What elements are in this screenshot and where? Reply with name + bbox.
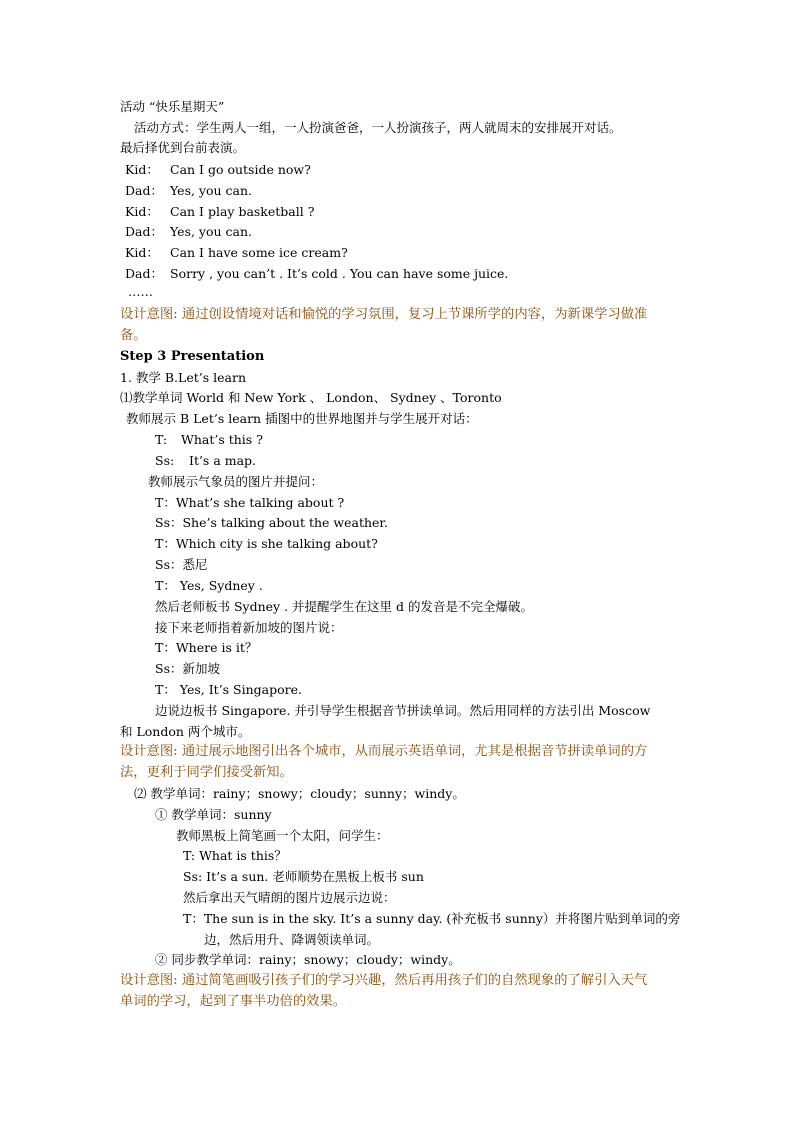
dialogue-text: Yes, you can.	[170, 224, 253, 239]
design-intent-line1: 设计意图: 通过展示地图引出各个城市，从而展示英语单词，尤其是根据音节拼读单词的方	[120, 744, 648, 759]
singapore-dialogue-line: Ss：新加坡	[155, 661, 220, 676]
design-intent-line1: 设计意图: 通过创设情境对话和愉悦的学习氛围，复习上节课所学的内容，为新课学习做准	[120, 307, 648, 322]
sync-item: ② 同步教学单词：rainy；snowy；cloudy；windy。	[155, 952, 461, 967]
sydney-note: 然后老师板书 Sydney . 并提醒学生在这里 d 的发音是不完全爆破。	[155, 599, 533, 614]
sunny-t-line1: T：The sun is in the sky. It’s a sunny day. (补充板书 sunny）并将图片贴到单词的旁	[183, 911, 681, 926]
design-intent-line2: 单词的学习，起到了事半功倍的效果。	[120, 994, 347, 1009]
map-dialogue-text: It’s a map.	[189, 453, 257, 468]
dialogue-speaker: Kid：	[125, 204, 159, 219]
activity-method-line2: 最后择优到台前表演。	[120, 140, 246, 155]
ellipsis: ……	[128, 284, 153, 299]
show-map-line: 教师展示 B Let’s learn 插图中的世界地图并与学生展开对话：	[126, 411, 478, 426]
step3-heading: Step 3 Presentation	[120, 349, 265, 364]
weather-dialogue-line: T：Which city is she talking about?	[155, 536, 378, 551]
board-line2: 和 London 两个城市。	[120, 724, 251, 739]
design-intent-line2: 法，更利于同学们接受新知。	[120, 765, 293, 780]
weather-dialogue-line: T：What’s she talking about ?	[155, 495, 345, 510]
sunny-dialogue-line: T: What is this？	[183, 848, 287, 863]
weather-dialogue-line: T： Yes, Sydney .	[155, 578, 263, 593]
step3-sub2: ⑵ 教学单词：rainy；snowy；cloudy；sunny；windy。	[134, 786, 465, 801]
map-dialogue-speaker: T:	[155, 432, 168, 447]
board-line1: 边说边板书 Singapore. 并引导学生根据音节拼读单词。然后用同样的方法引出 Moscow	[155, 703, 651, 718]
sunny-t-line2: 边，然后用升、降调领读单词。	[204, 932, 380, 947]
dialogue-speaker: Kid：	[125, 162, 159, 177]
singapore-dialogue-line: T：Where is it？	[155, 640, 258, 655]
singapore-intro: 接下来老师指着新加坡的图片说：	[155, 620, 343, 635]
sunny-dialogue-line: 然后拿出天气晴朗的图片边展示边说：	[183, 890, 396, 905]
sunny-dialogue-line: Ss: It’s a sun. 老师顺势在黑板上板书 sun	[183, 869, 424, 884]
dialogue-text: Can I play basketball ?	[170, 204, 315, 219]
weather-dialogue-line: Ss：She’s talking about the weather.	[155, 515, 388, 530]
activity-title: 活动 “快乐星期天”	[120, 99, 225, 114]
map-dialogue-text: What’s this ?	[181, 432, 263, 447]
dialogue-text: Sorry , you can’t . It’s cold . You can have some juice.	[170, 266, 509, 281]
sunny-item: ① 教学单词：sunny	[155, 807, 272, 822]
singapore-dialogue-line: T： Yes, It’s Singapore.	[155, 682, 302, 697]
design-intent-line1: 设计意图: 通过简笔画吸引孩子们的学习兴趣，然后再用孩子们的自然现象的了解引入天气	[120, 973, 648, 988]
show-weather-line: 教师展示气象员的图片并提问：	[148, 474, 324, 489]
step3-item1: 1. 教学 B.Let’s learn	[120, 370, 246, 385]
dialogue-text: Yes, you can.	[170, 183, 253, 198]
dialogue-speaker: Dad：	[125, 224, 163, 239]
step3-sub1: ⑴教学单词 World 和 New York 、 London、 Sydney 、Toronto	[120, 390, 502, 405]
dialogue-text: Can I go outside now?	[170, 162, 311, 177]
design-intent-line2: 备。	[120, 328, 147, 343]
sunny-desc: 教师黑板上简笔画一个太阳，问学生：	[176, 828, 389, 843]
dialogue-speaker: Dad：	[125, 183, 163, 198]
dialogue-text: Can I have some ice cream?	[170, 245, 348, 260]
dialogue-speaker: Kid：	[125, 245, 159, 260]
weather-dialogue-line: Ss：悉尼	[155, 557, 208, 572]
activity-method-line1: 活动方式：学生两人一组，一人扮演爸爸，一人扮演孩子，两人就周末的安排展开对话。	[134, 120, 622, 135]
dialogue-speaker: Dad：	[125, 266, 163, 281]
map-dialogue-speaker: Ss:	[155, 453, 175, 468]
